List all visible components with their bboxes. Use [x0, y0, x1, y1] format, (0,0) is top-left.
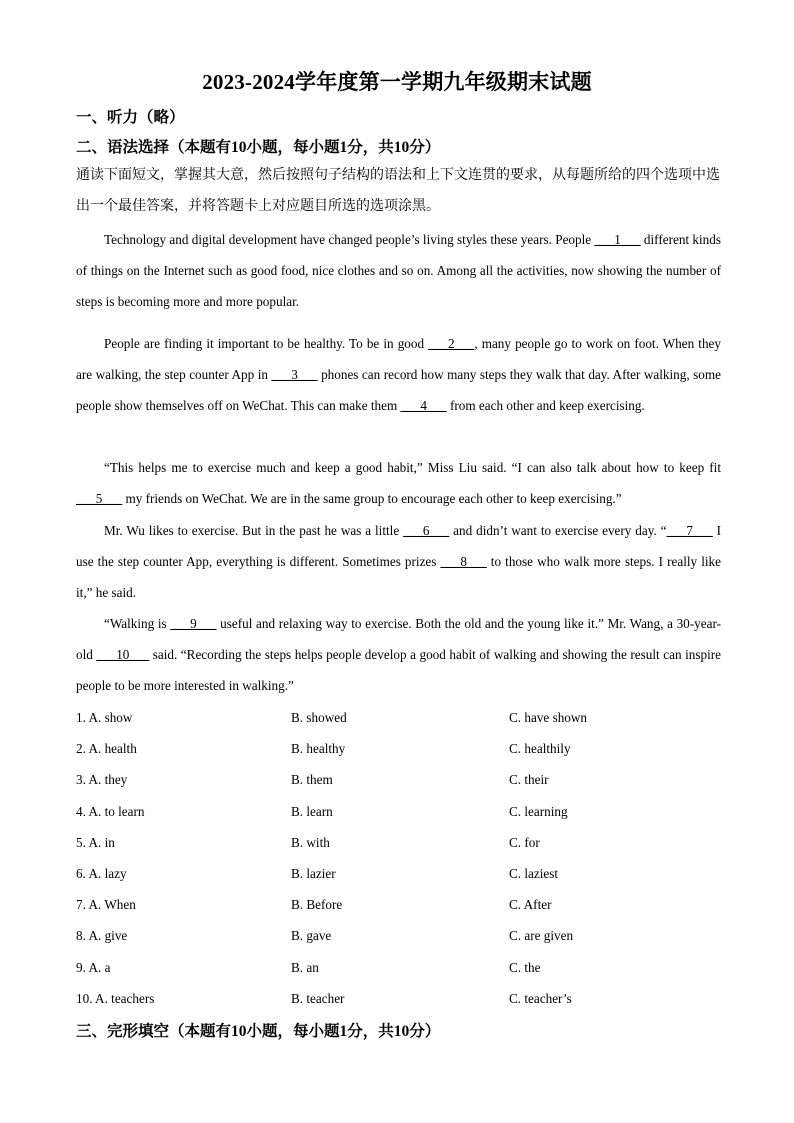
option-b: B. with	[291, 835, 330, 850]
option-c: C. are given	[509, 928, 574, 943]
option-b: B. learn	[291, 804, 333, 819]
option-c: C. teacher’s	[509, 991, 572, 1006]
option-a: 7. A. When	[76, 897, 136, 912]
option-a: 8. A. give	[76, 928, 128, 943]
blank-10: ___10___	[96, 647, 150, 662]
option-a: 9. A. a	[76, 960, 111, 975]
option-c: C. laziest	[509, 866, 559, 881]
option-c: C. the	[509, 960, 541, 975]
option-a: 5. A. in	[76, 835, 115, 850]
option-a: 4. A. to learn	[76, 804, 145, 819]
blank-7: ___7___	[666, 523, 713, 538]
passage-paragraph-2: People are finding it important to be healthy. To be in good ___2___, many people go to work on foot. When they are walking, the step counter App in ___3___ phones can record how many steps they walk that day. After walking, some people show themselves off on WeChat. This can make them ___4___ from each other and keep exercising.	[76, 336, 721, 413]
option-c: C. have shown	[509, 710, 588, 725]
option-a: 10. A. teachers	[76, 991, 155, 1006]
option-row-3	[76, 772, 726, 794]
option-row-8	[76, 928, 726, 950]
blank-4: ___4___	[400, 398, 447, 413]
section-cloze-heading: 三、完形填空（本题有10小题，每小题1分，共10分）	[76, 1023, 441, 1040]
option-b: B. them	[291, 772, 333, 787]
blank-1: ___1___	[594, 232, 641, 247]
option-c: C. After	[509, 897, 552, 912]
passage-paragraph-4: Mr. Wu likes to exercise. But in the past he was a little ___6___ and didn’t want to exercise every day. “___7___ I use the step counter App, everything is different. Sometimes prizes ___8___ to those who walk more steps. I really like it,” he said.	[76, 523, 721, 600]
blank-6: ___6___	[403, 523, 450, 538]
option-row-7	[76, 897, 726, 919]
option-b: B. healthy	[291, 741, 346, 756]
option-a: 1. A. show	[76, 710, 133, 725]
section-listening-heading: 一、听力（略）	[76, 109, 185, 126]
option-row-6	[76, 866, 726, 888]
option-b: B. lazier	[291, 866, 336, 881]
passage-paragraph-5: “Walking is ___9___ useful and relaxing way to exercise. Both the old and the young like it.” Mr. Wang, a 30-year-old ___10___ said. “Recording the steps helps people develop a good habit of walking and showing the result can inspire people to be more interested in walking.”	[76, 616, 721, 693]
grammar-instructions: 通读下面短文，掌握其大意，然后按照句子结构的语法和上下文连贯的要求，从每题所给的四个选项中选出一个最佳答案，并将答题卡上对应题目所选的选项涂黑。	[76, 168, 720, 214]
option-row-9	[76, 960, 726, 982]
option-b: B. an	[291, 960, 319, 975]
option-c: C. learning	[509, 804, 568, 819]
option-b: B. gave	[291, 928, 332, 943]
blank-3: ___3___	[271, 367, 318, 382]
blank-5: ___5___	[76, 491, 123, 506]
option-b: B. showed	[291, 710, 347, 725]
option-row-2	[76, 741, 726, 763]
option-c: C. their	[509, 772, 549, 787]
option-a: 2. A. health	[76, 741, 137, 756]
blank-9: ___9___	[170, 616, 217, 631]
section-grammar-heading: 二、语法选择（本题有10小题，每小题1分，共10分）	[76, 139, 441, 156]
option-c: C. for	[509, 835, 540, 850]
option-a: 6. A. lazy	[76, 866, 127, 881]
option-a: 3. A. they	[76, 772, 128, 787]
option-b: B. teacher	[291, 991, 345, 1006]
blank-2: ___2___	[428, 336, 475, 351]
passage-paragraph-1: Technology and digital development have changed people’s living styles these years. People ___1___ different kinds of things on the Internet such as good food, nice clothes and so on. Among all the activities, now showing the number of steps is becoming more and more popular.	[76, 232, 721, 309]
option-c: C. healthily	[509, 741, 571, 756]
option-b: B. Before	[291, 897, 343, 912]
option-row-5	[76, 835, 726, 857]
option-row-10	[76, 991, 726, 1013]
blank-8: ___8___	[440, 554, 487, 569]
exam-title: 2023-2024学年度第一学期九年级期末试题	[202, 70, 592, 94]
option-row-1	[76, 710, 726, 732]
option-row-4	[76, 804, 726, 826]
passage-paragraph-3: “This helps me to exercise much and keep a good habit,” Miss Liu said. “I can also talk about how to keep fit ___5___ my friends on WeChat. We are in the same group to encourage each other to keep exercising.”	[76, 460, 721, 506]
